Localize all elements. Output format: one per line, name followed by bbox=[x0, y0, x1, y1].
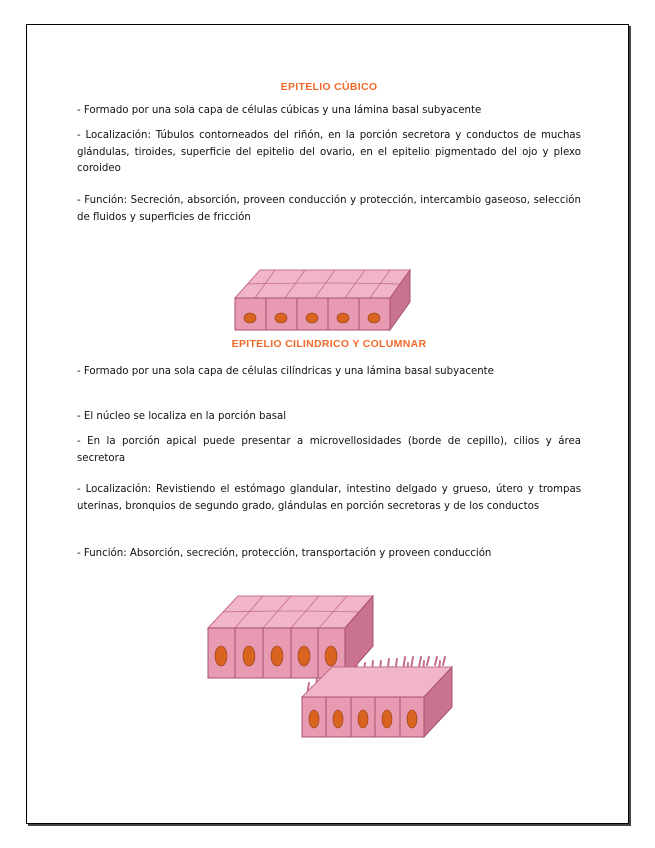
document-page bbox=[26, 24, 629, 824]
paragraph-columnar-nucleus: - El núcleo se localiza en la porción basal bbox=[77, 411, 287, 422]
paragraph-columnar-formation: - Formado por una sola capa de células cilíndricas y una lámina basal subyacente bbox=[77, 366, 494, 377]
paragraph-columnar-function: - Función: Absorción, secreción, protección, transportación y proveen conducción bbox=[77, 548, 492, 559]
cuboidal-epithelium-illustration bbox=[230, 262, 415, 332]
heading-cubic-epithelium: EPITELIO CÚBICO bbox=[280, 81, 378, 93]
microvilli-epithelium-illustration bbox=[297, 655, 457, 740]
paragraph-cubic-location: - Localización: Túbulos contorneados del riñón, en la porción secretora y conductos de muchas glándulas, tiroides, superficie del epitelio del ovario, en el epitelio pigmentado del ojo y plexo coroideo bbox=[77, 130, 581, 174]
paragraph-columnar-apical: - En la porción apical puede presentar a microvellosidades (borde de cepillo), cilios y área secretora bbox=[77, 436, 581, 464]
paragraph-cubic-formation: - Formado por una sola capa de células cúbicas y una lámina basal subyacente bbox=[77, 105, 482, 116]
heading-columnar-epithelium: EPITELIO CILINDRICO Y COLUMNAR bbox=[231, 338, 427, 350]
paragraph-columnar-location: - Localización: Revistiendo el estómago glandular, intestino delgado y grueso, útero y trompas uterinas, bronquios de segundo grado, glándulas en porción secretoras y de los conductos bbox=[77, 484, 581, 512]
paragraph-cubic-function: - Función: Secreción, absorción, proveen conducción y protección, intercambio gaseoso, selección de fluidos y superficies de fricción bbox=[77, 195, 581, 223]
